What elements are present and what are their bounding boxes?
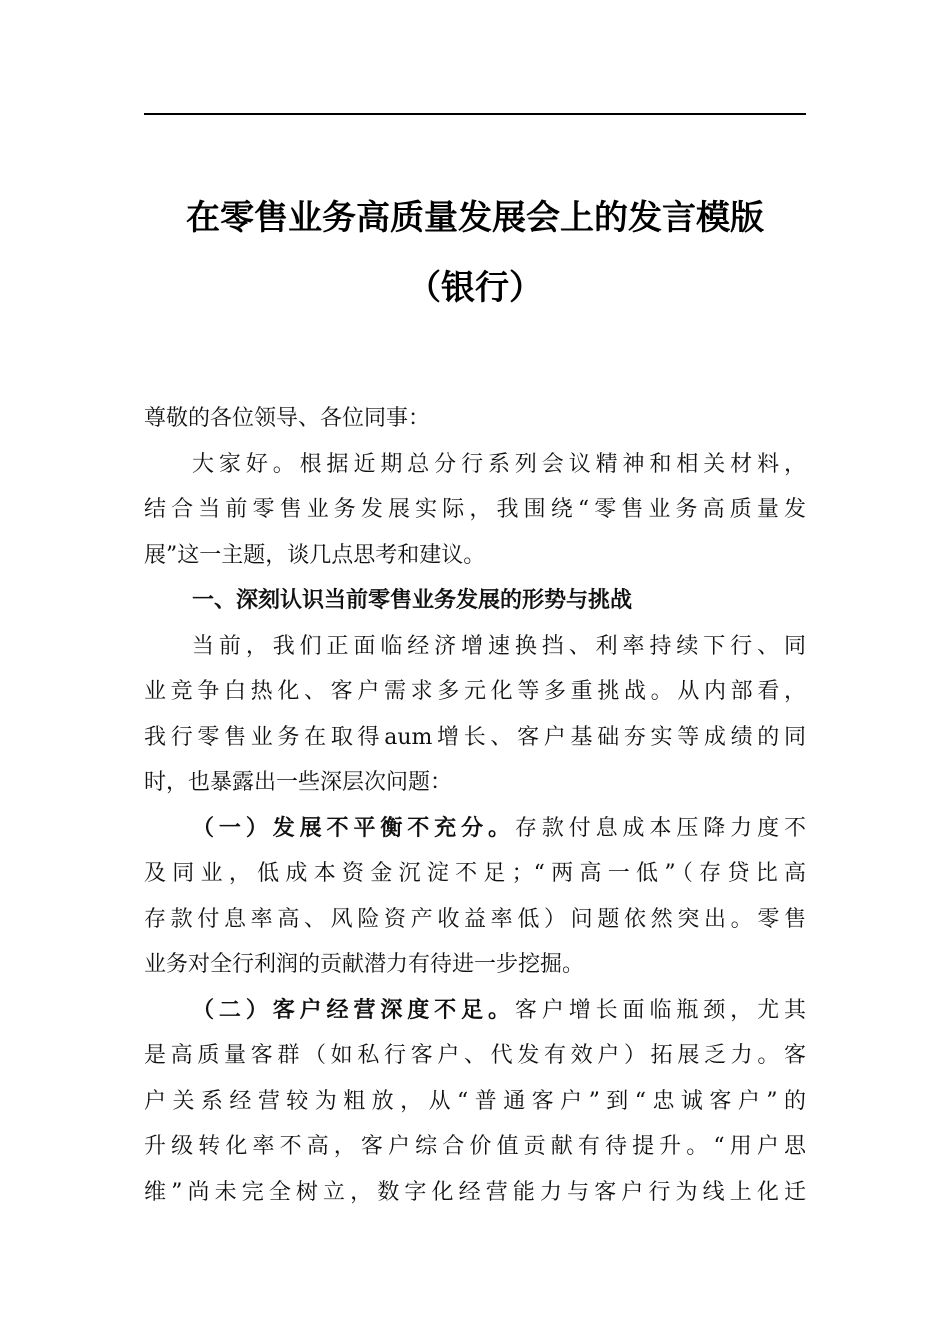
point-line: 是高质量客群（如私行客户、代发有效户）拓展乏力。客: [144, 1043, 806, 1068]
point-first-line: [144, 806, 806, 852]
point-line: 维”尚未完全树立，数字化经营能力与客户行为线上化迁: [144, 1179, 806, 1205]
document-body: [144, 396, 806, 1215]
section-para-line: 业竞争白热化、客户需求多元化等多重挑战。从内部看，: [144, 679, 806, 704]
section-para-line: 当前，我们正面临经济增速换挡、利率持续下行、同: [192, 633, 806, 659]
document-title: 在零售业务高质量发展会上的发言模版: [186, 198, 764, 238]
document-subtitle: （银行）: [407, 268, 543, 308]
point-first-line: [144, 988, 806, 1034]
intro-line: 展”这一主题，谈几点思考和建议。: [144, 542, 486, 568]
point-line: 户关系经营较为粗放，从“普通客户”到“忠诚客户”的: [144, 1088, 806, 1114]
point-label: （一）发展不平衡不充分。: [192, 814, 515, 841]
salutation: 尊敬的各位领导、各位同事：: [144, 406, 431, 431]
point-line: 升级转化率不高，客户综合价值贡献有待提升。“用户思: [144, 1134, 806, 1159]
point-line: 及同业，低成本资金沉淀不足；“两高一低”（存贷比高: [144, 861, 806, 886]
point-label: （二）客户经营深度不足。: [192, 996, 515, 1023]
point-line: 存款付息率高、风险资产收益率低）问题依然突出。零售: [144, 906, 806, 932]
section-para-line: 时，也暴露出一些深层次问题：: [144, 770, 453, 795]
point-line: 业务对全行利润的贡献潜力有待进一步挖掘。: [144, 952, 585, 977]
header-rule: [144, 113, 806, 115]
intro-line: 大家好。根据近期总分行系列会议精神和相关材料，: [192, 451, 806, 477]
point-text: 客户增长面临瓶颈，尤其: [514, 997, 806, 1023]
point-text: 存款付息成本压降力度不: [514, 815, 806, 841]
section-para-line: 我行零售业务在取得aum增长、客户基础夯实等成绩的同: [144, 724, 806, 750]
intro-line: 结合当前零售业务发展实际，我围绕“零售业务高质量发: [144, 497, 806, 522]
section-heading: 一、深刻认识当前零售业务发展的形势与挑战: [192, 588, 633, 613]
